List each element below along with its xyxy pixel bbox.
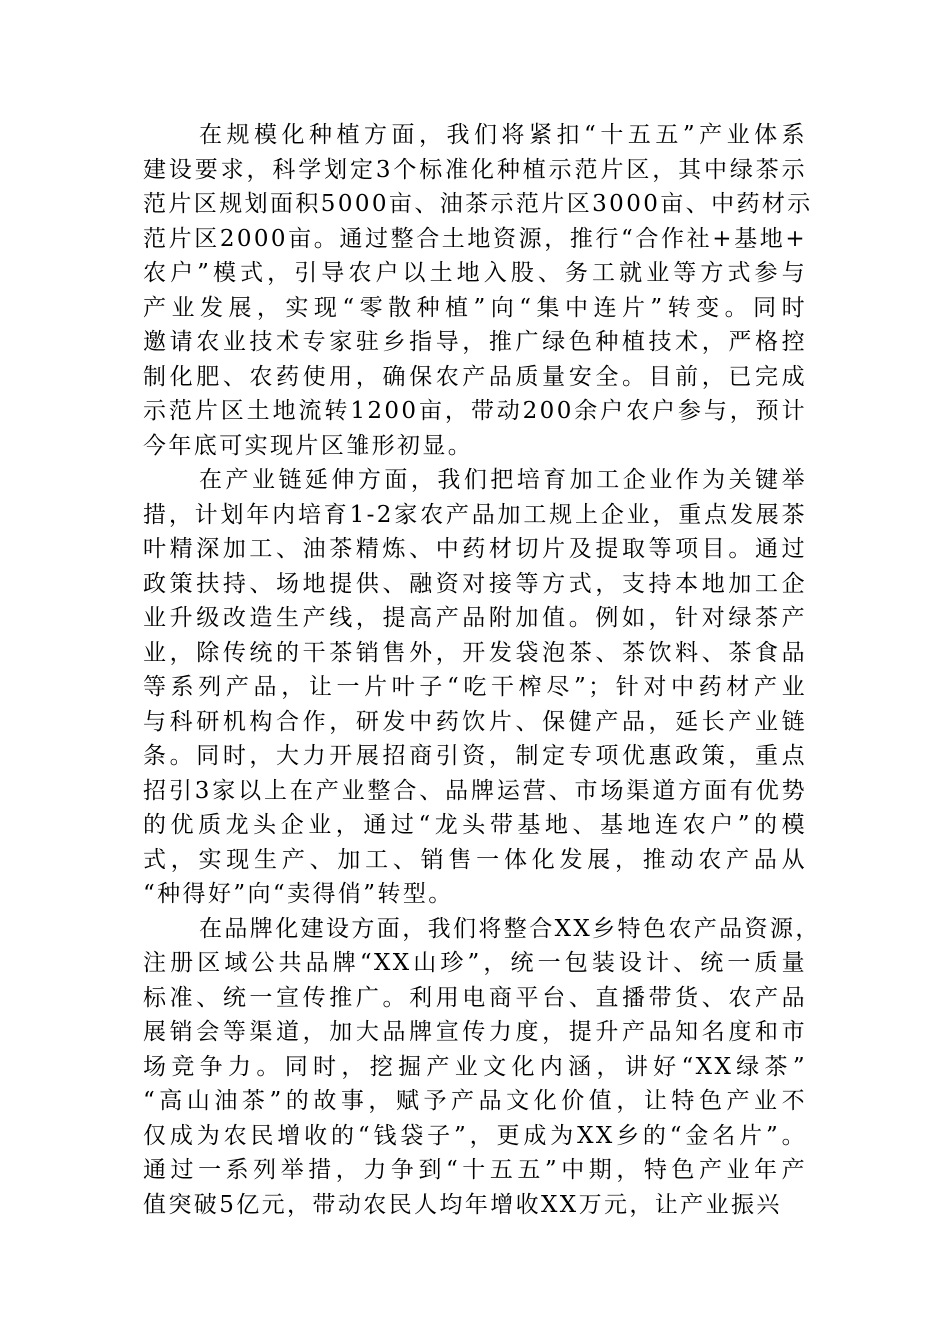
paragraph-line: 业升级改造生产线，提高产品附加值。例如，针对绿茶产 [143,605,807,631]
paragraph-line: 招引3家以上在产业整合、品牌运营、市场渠道方面有优势 [143,777,807,804]
paragraph-line: 标准、统一宣传推广。利用电商平台、直播带货、农产品 [143,984,807,1011]
paragraph-line: 叶精深加工、油茶精炼、中药材切片及提取等项目。通过 [143,536,807,562]
paragraph-line: 条。同时，大力开展招商引资，制定专项优惠政策，重点 [143,743,807,769]
paragraph-line: 注册区域公共品牌“XX山珍”，统一包装设计、统一质量 [143,950,807,976]
paragraph-line: 产业发展，实现“零散种植”向“集中连片”转变。同时 [143,294,807,321]
paragraph-line: 仅成为农民增收的“钱袋子”，更成为XX乡的“金名片”。 [143,1122,807,1149]
paragraph-line: 农户”模式，引导农户以土地入股、务工就业等方式参与 [143,260,807,286]
paragraph-line: 值突破5亿元，带动农民人均年增收XX万元，让产业振兴 [143,1191,782,1218]
paragraph-line: 在品牌化建设方面，我们将整合XX乡特色农产品资源， [199,915,821,942]
paragraph-line: 措，计划年内培育1-2家农产品加工规上企业，重点发展茶 [143,501,807,528]
paragraph-line: 的优质龙头企业，通过“龙头带基地、基地连农户”的模 [143,812,807,838]
paragraph-line: 邀请农业技术专家驻乡指导，推广绿色种植技术，严格控 [143,329,807,355]
paragraph-line: 场竞争力。同时，挖掘产业文化内涵，讲好“XX绿茶” [143,1053,807,1080]
paragraph-line: “种得好”向“卖得俏”转型。 [143,881,454,907]
paragraph-line: 在规模化种植方面，我们将紧扣“十五五”产业体系 [199,122,807,148]
paragraph-line: “高山油茶”的故事，赋予产品文化价值，让特色产业不 [143,1088,807,1114]
paragraph-line: 制化肥、农药使用，确保农产品质量安全。目前，已完成 [143,363,807,390]
paragraph [143,463,807,912]
paragraph-line: 示范片区土地流转1200亩，带动200余户农户参与，预计 [143,398,807,424]
paragraph-line: 与科研机构合作，研发中药饮片、保健产品，延长产业链 [143,708,807,735]
paragraph-line: 等系列产品，让一片叶子“吃干榨尽”；针对中药材产业 [143,674,807,700]
paragraph-line: 在产业链延伸方面，我们把培育加工企业作为关键举 [199,467,807,493]
paragraph-line: 式，实现生产、加工、销售一体化发展，推动农产品从 [143,846,807,873]
paragraph [143,118,813,463]
paragraph-line: 政策扶持、场地提供、融资对接等方式，支持本地加工企 [143,570,807,597]
document-body [143,118,821,1222]
paragraph-line: 今年底可实现片区雏形初显。 [143,432,474,459]
paragraph-line: 范片区2000亩。通过整合土地资源，推行“合作社+基地+ [143,225,807,252]
paragraph-line: 通过一系列举措，力争到“十五五”中期，特色产业年产 [143,1157,807,1183]
paragraph-line: 展销会等渠道，加大品牌宣传力度，提升产品知名度和市 [143,1019,807,1045]
paragraph-line: 建设要求，科学划定3个标准化种植示范片区，其中绿茶示 [143,156,807,183]
paragraph-line: 范片区规划面积5000亩、油茶示范片区3000亩、中药材示 [143,191,813,217]
paragraph [143,912,821,1223]
paragraph-line: 业，除传统的干茶销售外，开发袋泡茶、茶饮料、茶食品 [143,639,807,666]
